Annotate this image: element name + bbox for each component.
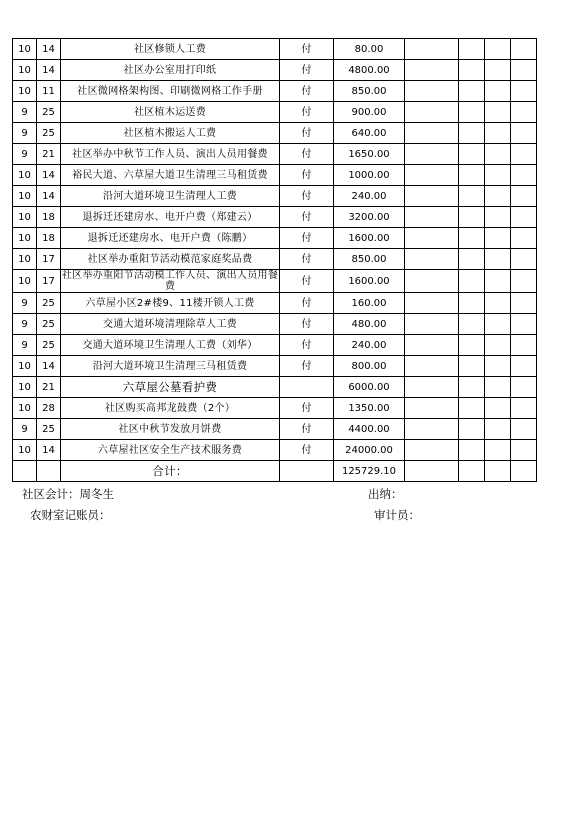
cell-month: 9	[13, 144, 37, 165]
cell-blank	[485, 270, 511, 293]
table-row	[13, 165, 537, 186]
cell-blank	[485, 144, 511, 165]
table-row	[13, 270, 537, 293]
cell-blank	[13, 461, 37, 482]
cell-amount: 80.00	[334, 39, 405, 60]
cell-month: 10	[13, 356, 37, 377]
cell-blank	[405, 60, 459, 81]
cell-description: 交通大道环境清理除草人工费	[61, 314, 280, 335]
cell-day: 21	[37, 144, 61, 165]
cell-blank	[485, 249, 511, 270]
cell-payment-flag: 付	[280, 356, 334, 377]
cell-blank	[459, 228, 485, 249]
cell-month: 10	[13, 186, 37, 207]
cell-payment-flag: 付	[280, 228, 334, 249]
cell-amount: 1600.00	[334, 270, 405, 293]
table-row	[13, 314, 537, 335]
clerk-label: 农财室记账员：	[30, 508, 111, 522]
table-row	[13, 144, 537, 165]
cell-payment-flag: 付	[280, 39, 334, 60]
cell-payment-flag: 付	[280, 123, 334, 144]
cell-blank	[405, 419, 459, 440]
cell-payment-flag: 付	[280, 249, 334, 270]
cell-blank	[459, 314, 485, 335]
cell-payment-flag: 付	[280, 314, 334, 335]
cell-blank	[405, 228, 459, 249]
cell-blank	[485, 461, 511, 482]
cell-blank	[511, 398, 537, 419]
cell-blank	[511, 377, 537, 398]
cell-payment-flag: 付	[280, 144, 334, 165]
cashier-label: 出纳：	[368, 487, 403, 501]
cell-blank	[485, 60, 511, 81]
cell-blank	[485, 228, 511, 249]
cell-blank	[485, 419, 511, 440]
cell-amount: 900.00	[334, 102, 405, 123]
accountant-label: 社区会计：	[22, 487, 80, 501]
cell-day: 28	[37, 398, 61, 419]
cell-blank	[459, 165, 485, 186]
cell-amount: 850.00	[334, 81, 405, 102]
cell-blank	[405, 270, 459, 293]
cell-day: 11	[37, 81, 61, 102]
cell-day: 18	[37, 228, 61, 249]
cell-blank	[511, 249, 537, 270]
cell-day: 14	[37, 165, 61, 186]
cell-day: 25	[37, 314, 61, 335]
total-amount: 125729.10	[334, 461, 405, 482]
cell-blank	[459, 440, 485, 461]
cell-description: 社区修锁人工费	[61, 39, 280, 60]
cell-amount: 4400.00	[334, 419, 405, 440]
cell-blank	[459, 356, 485, 377]
cell-blank	[405, 102, 459, 123]
cell-blank	[459, 81, 485, 102]
cell-blank	[511, 123, 537, 144]
cell-amount: 640.00	[334, 123, 405, 144]
cell-blank	[485, 293, 511, 314]
cell-month: 10	[13, 398, 37, 419]
cell-blank	[459, 461, 485, 482]
cell-payment-flag: 付	[280, 207, 334, 228]
cell-day: 21	[37, 377, 61, 398]
cell-blank	[459, 60, 485, 81]
table-row	[13, 207, 537, 228]
cell-payment-flag: 付	[280, 102, 334, 123]
cell-day: 25	[37, 335, 61, 356]
cell-amount: 160.00	[334, 293, 405, 314]
cell-blank	[511, 207, 537, 228]
cell-month: 10	[13, 81, 37, 102]
cell-blank	[511, 144, 537, 165]
cell-payment-flag: 付	[280, 270, 334, 293]
cell-blank	[405, 81, 459, 102]
cell-description: 六草屋社区安全生产技术服务费	[61, 440, 280, 461]
cell-blank	[485, 207, 511, 228]
cell-amount: 3200.00	[334, 207, 405, 228]
cell-blank	[459, 398, 485, 419]
cell-blank	[459, 377, 485, 398]
cell-blank	[485, 81, 511, 102]
cell-blank	[511, 270, 537, 293]
cell-description: 社区购买高邦龙鼓费（2个）	[61, 398, 280, 419]
cell-day: 14	[37, 186, 61, 207]
cell-description: 社区植木运送费	[61, 102, 280, 123]
cell-description: 社区举办重阳节活动模范家庭奖品费	[61, 249, 280, 270]
cell-payment-flag: 付	[280, 186, 334, 207]
cell-payment-flag: 付	[280, 419, 334, 440]
cell-blank	[511, 314, 537, 335]
cell-blank	[459, 270, 485, 293]
table-row	[13, 249, 537, 270]
table-row	[13, 293, 537, 314]
cell-blank	[511, 186, 537, 207]
cell-description: 交通大道环境卫生清理人工费（刘华）	[61, 335, 280, 356]
auditor-label: 审计员：	[374, 508, 420, 522]
cell-day: 14	[37, 440, 61, 461]
cell-blank	[511, 60, 537, 81]
cell-month: 10	[13, 228, 37, 249]
cell-amount: 4800.00	[334, 60, 405, 81]
cell-month: 10	[13, 249, 37, 270]
cell-amount: 480.00	[334, 314, 405, 335]
cell-amount: 240.00	[334, 335, 405, 356]
cell-blank	[485, 335, 511, 356]
cell-blank	[485, 398, 511, 419]
accountant-signature	[22, 486, 114, 502]
cell-blank	[459, 186, 485, 207]
cell-day: 25	[37, 123, 61, 144]
cell-blank	[405, 356, 459, 377]
cell-payment-flag: 付	[280, 165, 334, 186]
cell-amount: 1350.00	[334, 398, 405, 419]
cell-payment-flag: 付	[280, 335, 334, 356]
cell-month: 10	[13, 377, 37, 398]
cell-month: 10	[13, 207, 37, 228]
table-row	[13, 377, 537, 398]
cell-amount: 24000.00	[334, 440, 405, 461]
table-row	[13, 60, 537, 81]
table-row	[13, 81, 537, 102]
cell-blank	[405, 186, 459, 207]
table-row	[13, 398, 537, 419]
ledger-table	[12, 38, 537, 482]
cell-amount: 6000.00	[334, 377, 405, 398]
cell-description: 社区微网格架构图、印刷微网格工作手册	[61, 81, 280, 102]
cell-payment-flag: 付	[280, 440, 334, 461]
cell-blank	[511, 440, 537, 461]
cell-blank	[405, 165, 459, 186]
table-row	[13, 335, 537, 356]
cell-blank	[511, 165, 537, 186]
cell-day: 17	[37, 249, 61, 270]
cell-month: 9	[13, 335, 37, 356]
cell-blank	[459, 39, 485, 60]
cell-blank	[511, 81, 537, 102]
cell-blank	[511, 356, 537, 377]
cell-blank	[485, 165, 511, 186]
table-row	[13, 102, 537, 123]
cell-day: 25	[37, 419, 61, 440]
cell-blank	[459, 144, 485, 165]
cell-description: 六草屋小区2#楼9、11楼开锁人工费	[61, 293, 280, 314]
table-row	[13, 356, 537, 377]
cell-description: 社区中秋节发放月饼费	[61, 419, 280, 440]
cell-blank	[459, 102, 485, 123]
cell-month: 9	[13, 293, 37, 314]
cell-month: 10	[13, 440, 37, 461]
cell-blank	[485, 356, 511, 377]
cell-blank	[280, 461, 334, 482]
cell-blank	[405, 293, 459, 314]
cell-description: 社区植木搬运人工费	[61, 123, 280, 144]
cell-day: 14	[37, 60, 61, 81]
cell-payment-flag: 付	[280, 81, 334, 102]
cell-day: 25	[37, 293, 61, 314]
cell-blank	[485, 314, 511, 335]
cell-description: 六草屋公墓看护费	[61, 377, 280, 398]
cell-blank	[485, 440, 511, 461]
cell-blank	[37, 461, 61, 482]
cell-payment-flag: 付	[280, 398, 334, 419]
cell-blank	[459, 293, 485, 314]
cell-amount: 800.00	[334, 356, 405, 377]
table-row	[13, 123, 537, 144]
cell-amount: 1650.00	[334, 144, 405, 165]
cell-blank	[405, 144, 459, 165]
cell-blank	[485, 377, 511, 398]
cell-month: 10	[13, 270, 37, 293]
table-row	[13, 39, 537, 60]
cell-blank	[511, 293, 537, 314]
cell-blank	[405, 207, 459, 228]
table-row	[13, 228, 537, 249]
cell-month: 10	[13, 60, 37, 81]
cell-blank	[511, 39, 537, 60]
cell-blank	[459, 123, 485, 144]
cell-blank	[511, 419, 537, 440]
cell-day: 14	[37, 356, 61, 377]
cell-month: 9	[13, 314, 37, 335]
cell-blank	[511, 228, 537, 249]
cell-amount: 240.00	[334, 186, 405, 207]
cell-description: 社区举办中秋节工作人员、演出人员用餐费	[61, 144, 280, 165]
table-row	[13, 186, 537, 207]
cell-description: 社区举办重阳节活动模工作人员、演出人员用餐费	[61, 270, 279, 292]
cell-blank	[459, 335, 485, 356]
cell-blank	[405, 39, 459, 60]
cell-blank	[405, 249, 459, 270]
cell-day: 14	[37, 39, 61, 60]
cell-blank	[459, 207, 485, 228]
cell-description: 裕民大道、六草屋大道卫生清理三马租赁费	[61, 165, 280, 186]
cell-blank	[405, 335, 459, 356]
cell-amount: 850.00	[334, 249, 405, 270]
cell-blank	[511, 461, 537, 482]
cell-description: 退拆迁还建房水、电开户费（郑建云）	[61, 207, 280, 228]
cell-blank	[405, 314, 459, 335]
cell-month: 9	[13, 123, 37, 144]
total-label: 合计：	[61, 461, 280, 482]
cell-month: 9	[13, 102, 37, 123]
cell-blank	[405, 398, 459, 419]
table-row	[13, 419, 537, 440]
cell-blank	[485, 39, 511, 60]
cell-month: 10	[13, 39, 37, 60]
cell-blank	[511, 102, 537, 123]
cell-month: 9	[13, 419, 37, 440]
cell-description: 社区办公室用打印纸	[61, 60, 280, 81]
cell-month: 10	[13, 165, 37, 186]
table-row	[13, 440, 537, 461]
cell-day: 18	[37, 207, 61, 228]
total-row	[13, 461, 537, 482]
cell-blank	[485, 186, 511, 207]
cell-blank	[485, 123, 511, 144]
cell-blank	[511, 335, 537, 356]
cell-payment-flag: 付	[280, 60, 334, 81]
cell-description: 退拆迁还建房水、电开户费（陈鹏）	[61, 228, 280, 249]
cell-blank	[405, 377, 459, 398]
cell-blank	[459, 249, 485, 270]
cell-day: 17	[37, 270, 61, 293]
cell-blank	[485, 102, 511, 123]
cell-blank	[405, 461, 459, 482]
cell-blank	[459, 419, 485, 440]
cell-blank	[405, 123, 459, 144]
cell-amount: 1000.00	[334, 165, 405, 186]
cell-description: 沿河大道环境卫生清理三马租赁费	[61, 356, 280, 377]
cell-day: 25	[37, 102, 61, 123]
cell-description: 沿河大道环境卫生清理人工费	[61, 186, 280, 207]
cell-payment-flag	[280, 377, 334, 398]
accountant-name: 周冬生	[79, 487, 114, 501]
cell-amount: 1600.00	[334, 228, 405, 249]
ledger-body	[13, 39, 537, 461]
cell-payment-flag: 付	[280, 293, 334, 314]
cell-blank	[405, 440, 459, 461]
